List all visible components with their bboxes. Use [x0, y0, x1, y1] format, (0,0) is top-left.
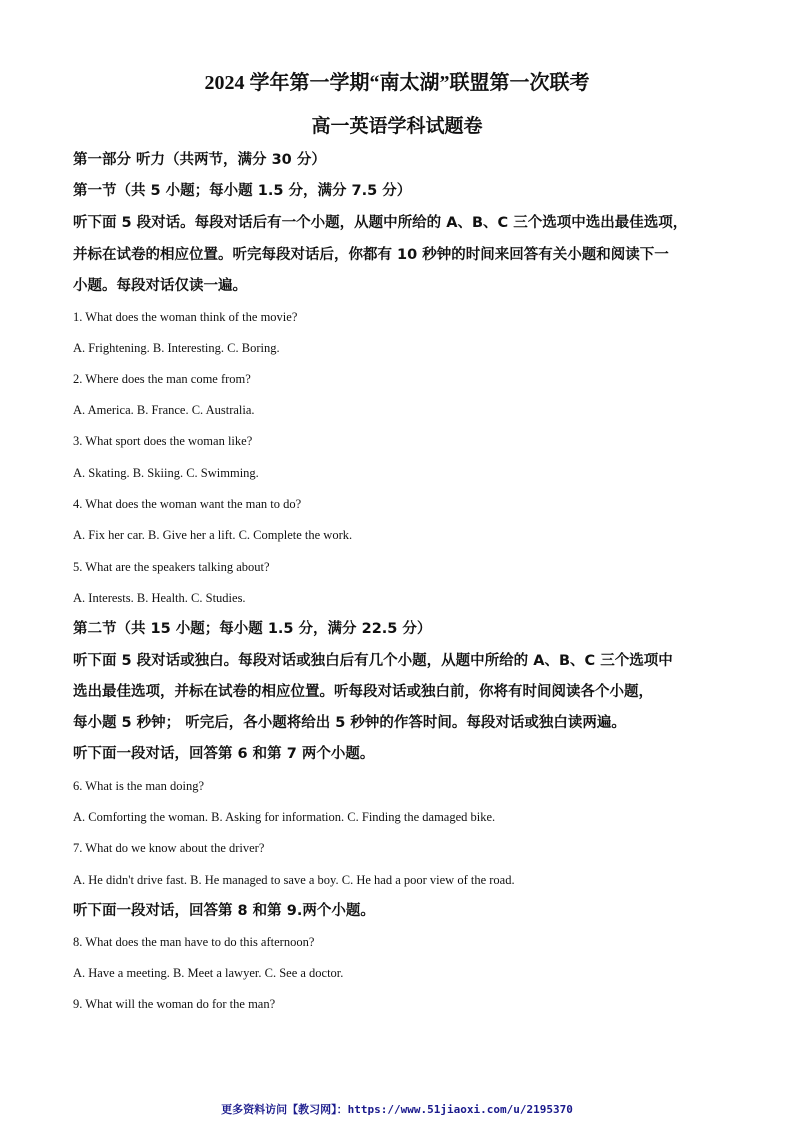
- section2-instruction-line: 听下面 5 段对话或独白。每段对话或独白后有几个小题，从题中所给的 A、B、C 三个选项中: [73, 653, 673, 669]
- group1-prompt: 听下面一段对话，回答第 6 和第 7 两个小题。: [73, 746, 375, 762]
- exam-title: 2024 学年第一学期“南太湖”联盟第一次联考: [204, 72, 590, 94]
- question-9: 9. What will the woman do for the man?: [73, 997, 276, 1011]
- options-8: A. Have a meeting. B. Meet a lawyer. C. See a doctor.: [73, 966, 344, 980]
- options-5: A. Interests. B. Health. C. Studies.: [73, 591, 246, 605]
- section2-instruction-line: 选出最佳选项，并标在试卷的相应位置。听每段对话或独白前，你将有时间阅读各个小题，: [73, 684, 653, 700]
- section1-instruction-line: 听下面 5 段对话。每段对话后有一个小题，从题中所给的 A、B、C 三个选项中选出最佳选项，: [73, 215, 688, 231]
- section1-instruction-line: 小题。每段对话仅读一遍。: [73, 278, 247, 294]
- question-2: 2. Where does the man come from?: [73, 372, 251, 386]
- options-1: A. Frightening. B. Interesting. C. Boring.: [73, 341, 280, 355]
- group2-prompt: 听下面一段对话，回答第 8 和第 9.两个小题。: [73, 903, 375, 919]
- part1-heading: 第一部分 听力（共两节，满分 30 分）: [73, 152, 326, 168]
- exam-subtitle: 高一英语学科试题卷: [311, 115, 483, 137]
- question-4: 4. What does the woman want the man to do?: [73, 497, 302, 511]
- question-6: 6. What is the man doing?: [73, 779, 204, 793]
- options-7: A. He didn't drive fast. B. He managed to save a boy. C. He had a poor view of the road.: [73, 873, 515, 887]
- question-5: 5. What are the speakers talking about?: [73, 560, 270, 574]
- options-2: A. America. B. France. C. Australia.: [73, 403, 255, 417]
- question-7: 7. What do we know about the driver?: [73, 841, 265, 855]
- options-4: A. Fix her car. B. Give her a lift. C. Complete the work.: [73, 528, 353, 542]
- section2-heading: 第二节（共 15 小题；每小题 1.5 分，满分 22.5 分）: [73, 621, 432, 637]
- question-8: 8. What does the man have to do this afternoon?: [73, 935, 315, 949]
- section2-instruction-line: 每小题 5 秒钟； 听完后，各小题将给出 5 秒钟的作答时间。每段对话或独白读两遍。: [73, 715, 626, 731]
- footer-link[interactable]: 更多资料访问【教习网】：https://www.51jiaoxi.com/u/2195370: [221, 1103, 573, 1116]
- options-3: A. Skating. B. Skiing. C. Swimming.: [73, 466, 259, 480]
- options-6: A. Comforting the woman. B. Asking for information. C. Finding the damaged bike.: [73, 810, 496, 824]
- question-3: 3. What sport does the woman like?: [73, 434, 253, 448]
- section1-heading: 第一节（共 5 小题；每小题 1.5 分，满分 7.5 分）: [73, 183, 412, 199]
- question-1: 1. What does the woman think of the movie?: [73, 310, 298, 324]
- section1-instruction-line: 并标在试卷的相应位置。听完每段对话后，你都有 10 秒钟的时间来回答有关小题和阅读下一: [73, 247, 669, 263]
